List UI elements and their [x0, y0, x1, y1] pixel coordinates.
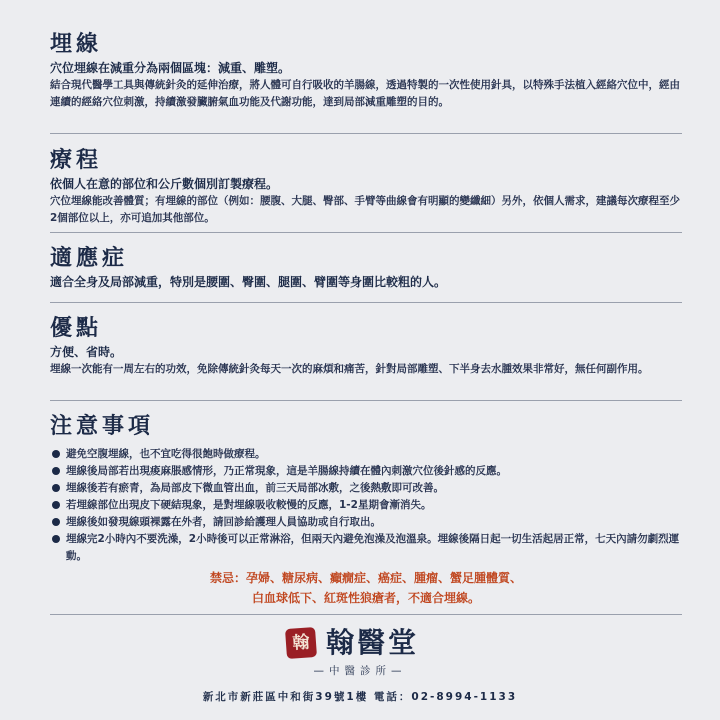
list-item [50, 480, 682, 497]
note-text: 埋線後如發現線頭裸露在外者，請回診給護理人員協助或自行取出。 [66, 516, 381, 528]
warning-line: 白血球低下、紅斑性狼瘡者，不適合埋線。 [251, 591, 480, 605]
section-body: 結合現代醫學工具與傳統針灸的延伸治療，將人體可自行吸收的羊腸線，透過特製的一次性使用針具，以特殊手法植入經絡穴位中，經由連續的經絡穴位刺激，持續激發臟腑氣血功能及代謝功能，達到局部減重雕塑的目的。 [50, 79, 680, 108]
divider [50, 133, 682, 134]
section-indications [50, 244, 682, 291]
note-text: 埋線後局部若出現痠麻脹感情形，乃正常現象，這是羊腸線持續在體內刺激穴位後針感的反應。 [66, 465, 507, 477]
section-course [50, 146, 682, 227]
divider [50, 302, 682, 303]
list-item [50, 463, 682, 480]
bullet-icon [52, 450, 60, 458]
bullet-icon [52, 467, 60, 475]
section-title: 埋線 [50, 31, 103, 57]
notes-list [50, 446, 682, 565]
divider [50, 232, 682, 233]
section-lead: 依個人在意的部位和公斤數個別訂製療程。 [50, 177, 279, 191]
list-item [50, 531, 682, 565]
section-title: 注意事項 [50, 413, 155, 439]
bullet-icon [52, 535, 60, 543]
note-text: 若埋線部位出現皮下硬結現象，是對埋線吸收較慢的反應，1-2星期會漸消失。 [66, 499, 432, 511]
bullet-icon [52, 501, 60, 509]
section-lead: 穴位埋線在減重分為兩個區塊：減重、雕塑。 [50, 61, 291, 75]
section-title: 療程 [50, 147, 103, 173]
section-lead: 方便、省時。 [50, 345, 123, 359]
list-item [50, 446, 682, 463]
contraindication-warning [50, 568, 682, 608]
divider [50, 400, 682, 401]
section-body: 埋線一次能有一周左右的功效，免除傳統針灸每天一次的麻煩和痛苦，針對局部雕塑、下半身去水腫效果非常好，無任何副作用。 [50, 363, 649, 375]
section-lead: 適合全身及局部減重，特別是腰圍、臀圍、腿圍、臂圍等身圍比較粗的人。 [50, 275, 447, 289]
note-text: 避免空腹埋線，也不宜吃得很飽時做療程。 [66, 448, 266, 460]
bullet-icon [52, 484, 60, 492]
bullet-icon [52, 518, 60, 526]
note-text: 埋線完2小時內不要洗澡，2小時後可以正常淋浴，但兩天內避免泡澡及泡溫泉。埋線後隔日起一切生活起居正常，七天內請勿劇烈運動。 [66, 533, 680, 562]
clinic-subtitle: —中醫診所— [313, 665, 407, 677]
clinic-name: 翰醫堂 [326, 626, 420, 659]
section-embedding [50, 30, 682, 111]
section-notes [50, 412, 682, 565]
list-item [50, 514, 682, 531]
seal-logo-icon: 翰 [285, 627, 317, 659]
section-title: 適應症 [50, 245, 129, 271]
section-body: 穴位埋線能改善體質；有埋線的部位（例如：腰腹、大腿、臀部、手臂等曲線會有明顯的變纖細）另外，依個人需求，建議每次療程至少2個部位以上，亦可追加其他部位。 [50, 195, 680, 224]
divider [50, 614, 682, 615]
list-item [50, 497, 682, 514]
warning-line: 禁忌：孕婦、糖尿病、癲癇症、癌症、腫瘤、蟹足腫體質、 [209, 571, 522, 585]
section-advantages [50, 314, 682, 378]
clinic-footer [0, 622, 720, 712]
section-title: 優點 [50, 315, 103, 341]
clinic-address: 新北市新莊區中和街39號1樓 電話：02-8994-1133 [202, 691, 518, 703]
note-text: 埋線後若有瘀青，為局部皮下微血管出血，前三天局部冰敷，之後熱敷即可改善。 [66, 482, 444, 494]
